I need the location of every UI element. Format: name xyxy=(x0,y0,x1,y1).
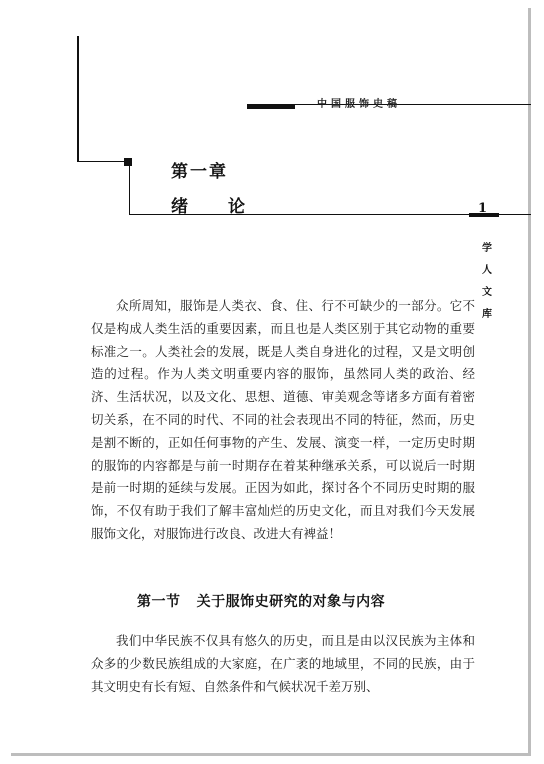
frame-line-chapter-vertical xyxy=(129,161,130,215)
side-series-char: 文 xyxy=(482,287,492,298)
frame-line-left-vertical xyxy=(77,36,79,162)
side-series-char: 学 xyxy=(482,243,492,254)
running-header-title: 中国服饰史稿 xyxy=(317,99,401,110)
chapter-marker-block xyxy=(124,158,132,166)
chapter-title: 绪论 xyxy=(171,197,285,217)
chapter-number: 第一章 xyxy=(171,162,228,182)
body-paragraph-section: 我们中华民族不仅具有悠久的历史，而且是由以汉民族为主体和众多的少数民族组成的大家庭，在广袤的地域里，不同的民族，由于其文明史有长有短、自然条件和气候状况千差万别、 xyxy=(91,633,475,694)
frame-line-chapter-horizontal xyxy=(77,161,129,162)
body-paragraph-intro: 众所周知，服饰是人类衣、食、住、行不可缺少的一部分。它不仅是构成人类生活的重要因素，而且也是人类区别于其它动物的重要标准之一。人类社会的发展，既是人类自身进化的过程，又是文明创造的过程。作为人类文明重要内容的服饰，虽然同人类的政治、经济、生活状况，以及文化、思想、道德、审美观念等诸多方面有着密切关系，在不同的时代、不同的社会表现出不同的特征，然而，历史是割不断的，正如任何事物的产生、发展、演变一样，一定历史时期的服饰的内容都是与前一时期存在着某种继承关系，可以说后一时期是前一时期的延续与发展。正因为如此，探讨各个不同历史时期的服饰，不仅有助于我们了解丰富灿烂的历史文化，而且对我们今天发展服饰文化，对服饰进行改良、改进大有裨益！ xyxy=(91,298,475,541)
section-heading xyxy=(137,591,385,611)
side-series-char: 人 xyxy=(482,265,492,276)
side-series-char: 库 xyxy=(482,309,492,320)
section-title: 关于服饰史研究的对象与内容 xyxy=(196,594,386,610)
header-rule-block xyxy=(247,104,295,109)
page-number: 1 xyxy=(478,201,488,216)
book-page xyxy=(11,8,531,756)
section-number: 第一节 xyxy=(137,594,181,610)
side-series-label xyxy=(482,238,494,326)
